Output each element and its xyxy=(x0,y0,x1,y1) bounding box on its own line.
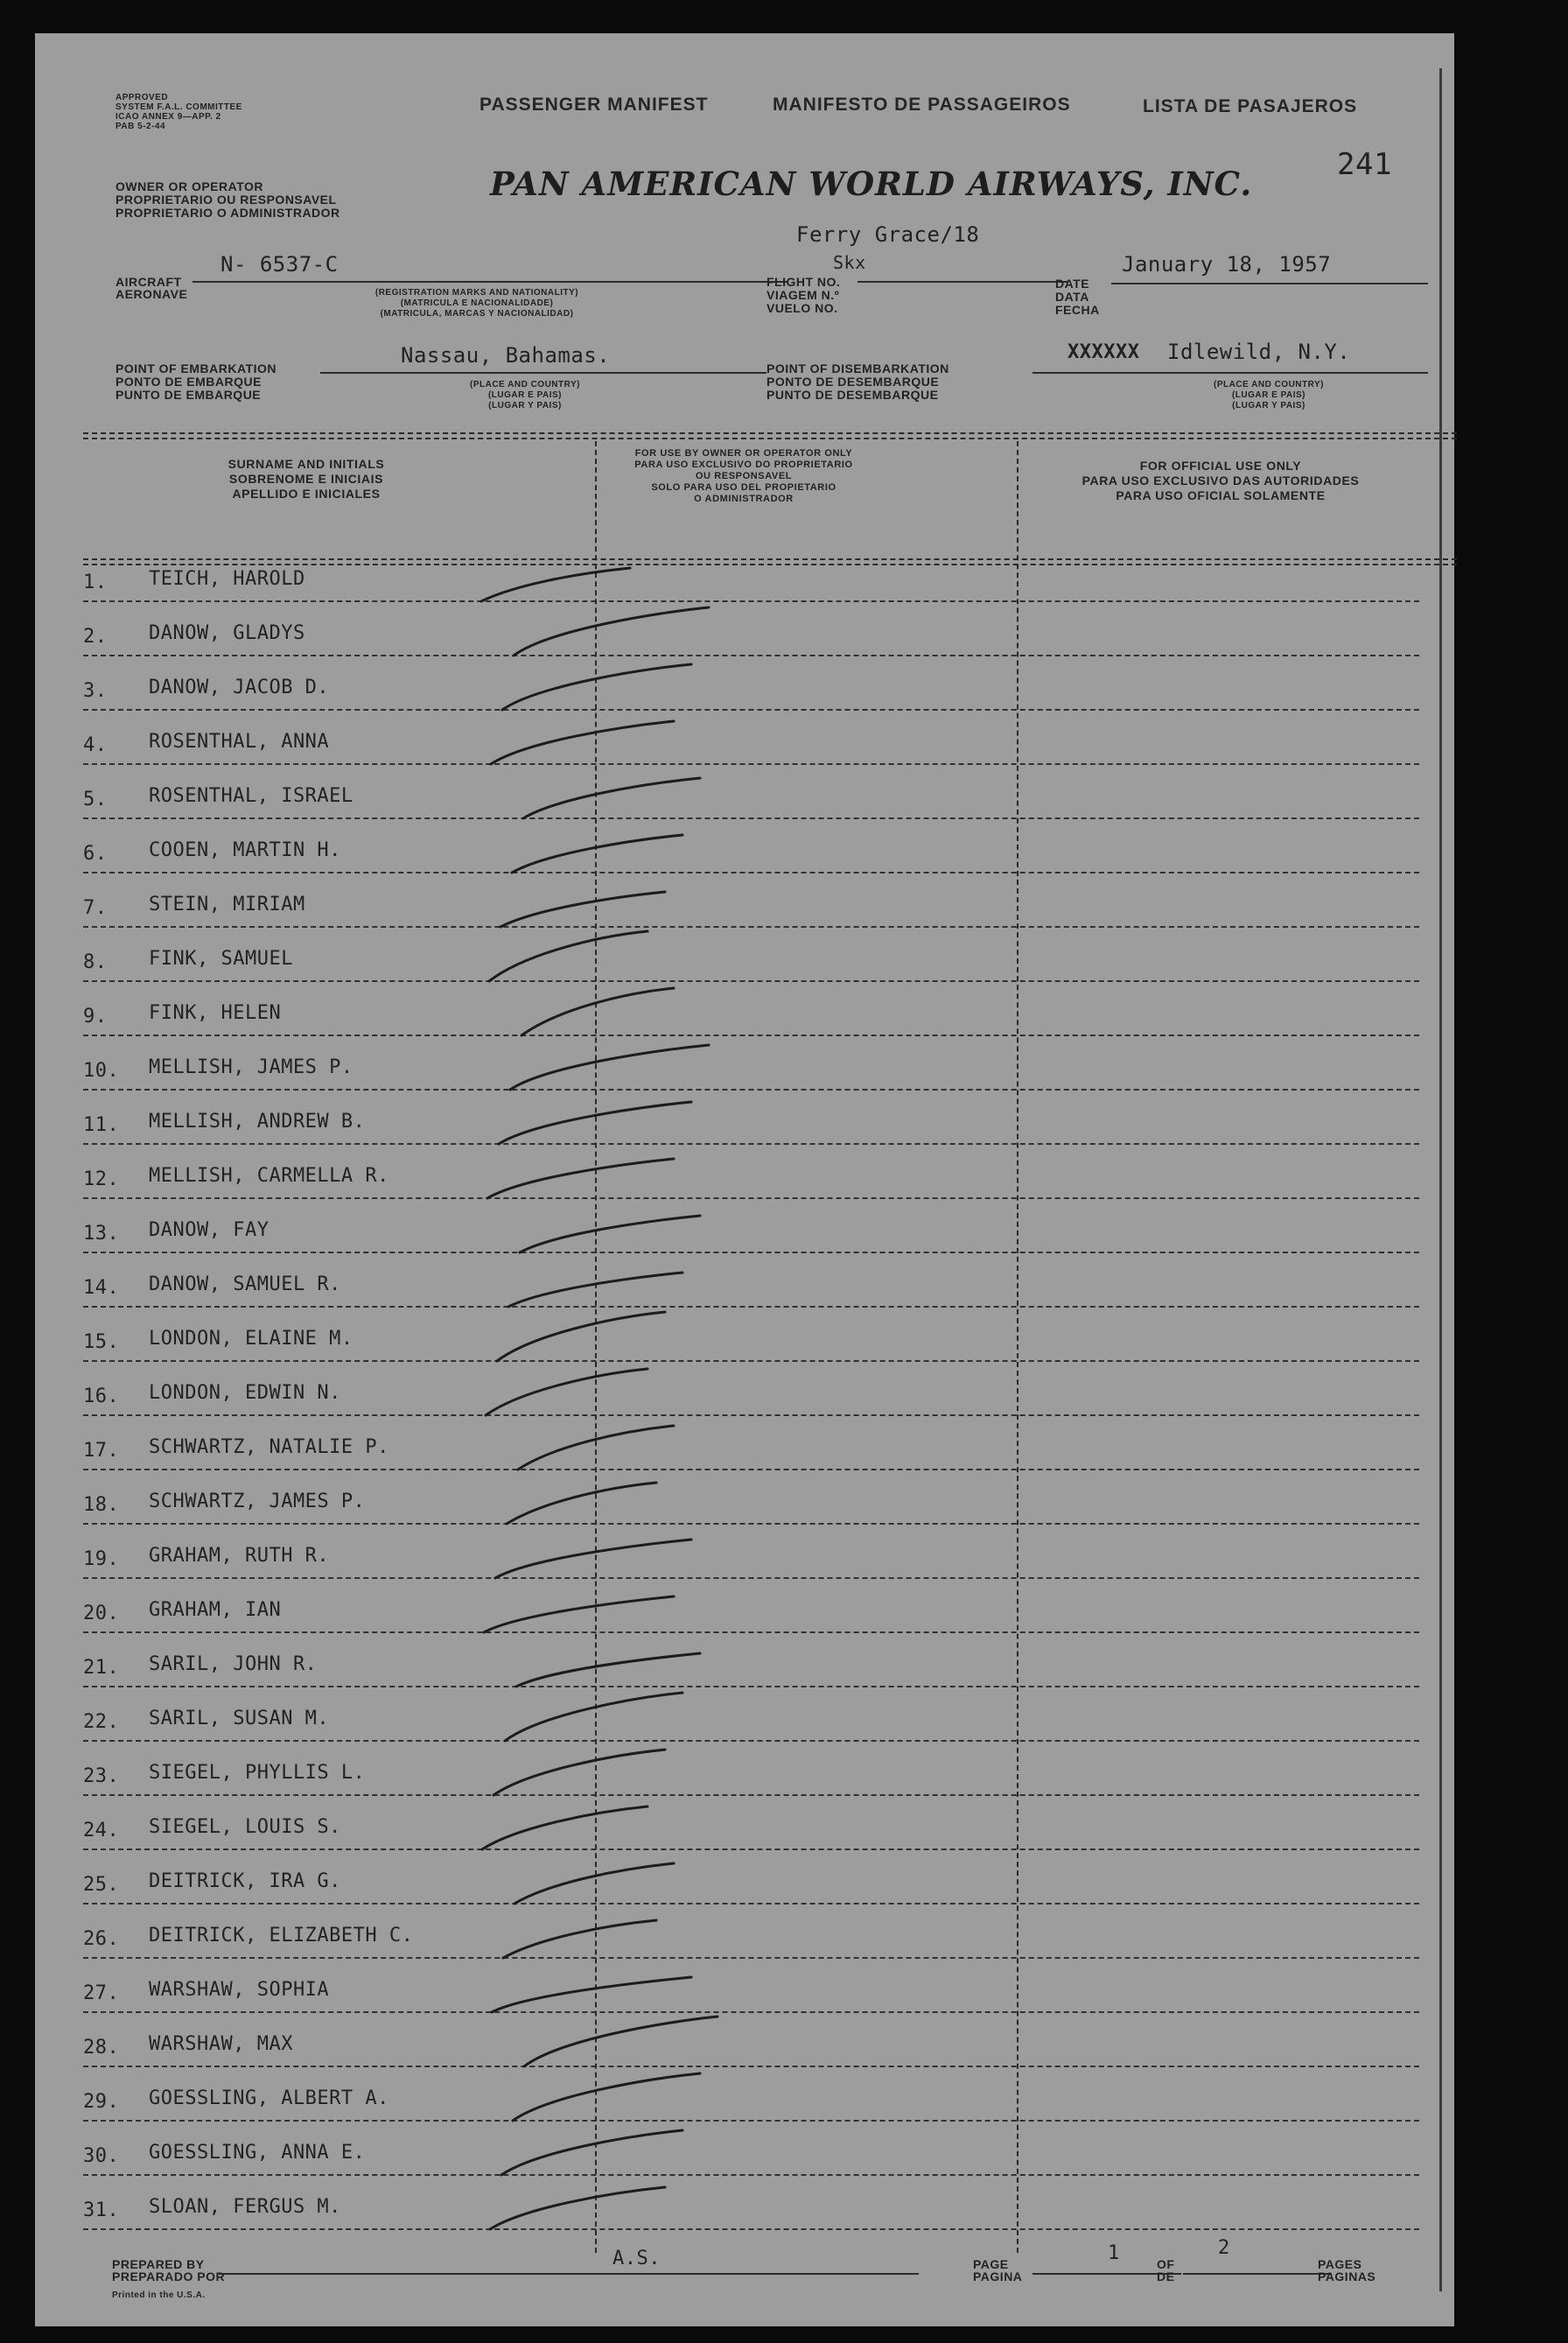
place-note-line: (PLACE AND COUNTRY) xyxy=(470,380,580,389)
embark-label-line: PONTO DE EMBARQUE xyxy=(116,375,262,389)
aircraft-label-line: AERONAVE xyxy=(116,287,188,301)
passenger-name: DEITRICK, IRA G. xyxy=(149,1870,341,1892)
passenger-name: ROSENTHAL, ANNA xyxy=(149,731,330,753)
page-value: 1 xyxy=(1108,2242,1120,2264)
passenger-number: 27. xyxy=(83,1982,120,2004)
title-portuguese: MANIFESTO DE PASSAGEIROS xyxy=(773,95,1071,115)
check-mark xyxy=(516,1653,700,1687)
passenger-name: TEICH, HAROLD xyxy=(149,568,305,590)
passenger-number: 19. xyxy=(83,1548,120,1570)
check-mark xyxy=(492,1977,691,2012)
passenger-number: 16. xyxy=(83,1385,120,1407)
disembark-label-line: PONTO DE DESEMBARQUE xyxy=(766,375,940,389)
check-mark xyxy=(512,835,682,873)
check-mark xyxy=(495,1540,691,1578)
passenger-name: SCHWARTZ, JAMES P. xyxy=(149,1491,366,1512)
check-mark-layer xyxy=(35,33,1454,2326)
passenger-number: 25. xyxy=(83,1874,120,1896)
passenger-name: COOEN, MARTIN H. xyxy=(149,839,341,861)
flight-label-line: FLIGHT NO. xyxy=(766,275,841,289)
passenger-name: SLOAN, FERGUS M. xyxy=(149,2196,341,2218)
passenger-number: 5. xyxy=(83,789,108,810)
passenger-name: SIEGEL, PHYLLIS L. xyxy=(149,1762,366,1784)
flight-value-line1: Ferry Grace/18 xyxy=(796,222,980,247)
passenger-number: 13. xyxy=(83,1223,120,1245)
disembark-label-line: POINT OF DISEMBARKATION xyxy=(766,361,949,375)
passenger-number: 9. xyxy=(83,1006,108,1028)
passenger-number: 8. xyxy=(83,951,108,973)
check-mark xyxy=(482,1806,648,1849)
passenger-name: MELLISH, JAMES P. xyxy=(149,1056,354,1078)
pages-label-line: PAGES xyxy=(1318,2257,1362,2271)
company-name: PAN AMERICAN WORLD AIRWAYS, INC. xyxy=(490,165,1253,203)
check-mark xyxy=(484,1596,674,1632)
passenger-number: 24. xyxy=(83,1820,120,1841)
column-header-line: FOR USE BY OWNER OR OPERATOR ONLY xyxy=(634,448,853,459)
passenger-name: SARIL, SUSAN M. xyxy=(149,1708,330,1729)
check-mark xyxy=(513,2073,700,2121)
aircraft-registration: N- 6537-C xyxy=(220,252,339,277)
passenger-name: MELLISH, ANDREW B. xyxy=(149,1111,366,1133)
page-label xyxy=(973,2258,1022,2283)
flight-label-line: VIAGEM N.º xyxy=(766,288,840,302)
passenger-number: 10. xyxy=(83,1060,120,1082)
title-english: PASSENGER MANIFEST xyxy=(480,95,709,115)
page-label-line: PAGINA xyxy=(973,2269,1023,2283)
check-mark xyxy=(481,568,630,601)
print-note: Printed in the U.S.A. xyxy=(112,2290,206,2300)
approval-line: ICAO ANNEX 9—APP. 2 xyxy=(116,112,221,122)
passenger-name: STEIN, MIRIAM xyxy=(149,894,305,915)
embark-label-line: PUNTO DE EMBARQUE xyxy=(116,388,262,402)
aircraft-label-line: AIRCRAFT xyxy=(116,275,182,289)
check-mark xyxy=(523,778,700,818)
passenger-name: FINK, HELEN xyxy=(149,1002,282,1024)
registration-note-line: (MATRICULA, MARCAS Y NACIONALIDAD) xyxy=(380,309,574,319)
date-label-line: DATA xyxy=(1055,290,1089,304)
passenger-name: DEITRICK, ELIZABETH C. xyxy=(149,1925,414,1947)
disembark-label-line: PUNTO DE DESEMBARQUE xyxy=(766,388,939,402)
passenger-name: LONDON, ELAINE M. xyxy=(149,1328,354,1350)
passenger-name: DANOW, SAMUEL R. xyxy=(149,1273,341,1295)
disembark-value: Idlewild, N.Y. xyxy=(1167,340,1351,364)
column-header-line: SOBRENOME E INICIAIS xyxy=(228,472,384,486)
check-mark xyxy=(497,1312,665,1361)
passenger-name: WARSHAW, MAX xyxy=(149,2033,293,2055)
owner-label: PROPRIETARIO O ADMINISTRADOR xyxy=(116,206,340,220)
check-mark xyxy=(518,1426,674,1470)
flight-value-line2: Skx xyxy=(833,252,866,273)
passenger-number: 23. xyxy=(83,1765,120,1787)
of-label-line: DE xyxy=(1157,2269,1175,2283)
place-note-line: (LUGAR E PAIS) xyxy=(1231,390,1306,400)
passenger-number: 2. xyxy=(83,626,108,648)
column-header-line: SOLO PARA USO DEL PROPIETARIO xyxy=(651,482,836,493)
passenger-name: GRAHAM, IAN xyxy=(149,1599,282,1621)
date-label-line: FECHA xyxy=(1055,303,1100,317)
check-mark xyxy=(510,1045,709,1090)
column-header-line: FOR OFFICIAL USE ONLY xyxy=(1139,459,1302,473)
passenger-number: 21. xyxy=(83,1657,120,1679)
owner-label: OWNER OR OPERATOR xyxy=(116,179,263,193)
check-mark xyxy=(489,931,648,981)
passenger-number: 17. xyxy=(83,1440,120,1462)
passenger-number: 4. xyxy=(83,734,108,756)
passenger-number: 31. xyxy=(83,2199,120,2221)
passenger-name: DANOW, JACOB D. xyxy=(149,677,330,698)
passenger-number: 11. xyxy=(83,1114,120,1136)
page-label-line: PAGE xyxy=(973,2257,1009,2271)
of-value: 2 xyxy=(1218,2237,1230,2259)
passenger-number: 20. xyxy=(83,1603,120,1624)
column-header-line: SURNAME AND INITIALS xyxy=(228,457,385,471)
place-note-line: (LUGAR Y PAIS) xyxy=(488,401,562,410)
passenger-number: 7. xyxy=(83,897,108,919)
check-mark xyxy=(505,1693,682,1741)
check-mark xyxy=(486,1369,648,1415)
passenger-name: ROSENTHAL, ISRAEL xyxy=(149,785,354,807)
check-mark xyxy=(494,1750,665,1795)
check-mark xyxy=(487,1159,674,1198)
check-mark xyxy=(491,721,674,764)
of-label xyxy=(1157,2258,1174,2283)
check-mark xyxy=(507,1483,656,1524)
prepared-by-label xyxy=(112,2258,225,2283)
approval-line: SYSTEM F.A.L. COMMITTEE xyxy=(116,102,242,112)
of-label-line: OF xyxy=(1157,2257,1175,2271)
passenger-number: 3. xyxy=(83,680,108,702)
check-mark xyxy=(499,1102,691,1144)
approval-line: APPROVED xyxy=(116,93,169,102)
owner-label: PROPRIETARIO OU RESPONSAVEL xyxy=(116,193,337,207)
passenger-name: DANOW, FAY xyxy=(149,1219,270,1241)
check-mark xyxy=(514,607,709,656)
check-mark xyxy=(524,2017,718,2066)
passenger-name: GOESSLING, ALBERT A. xyxy=(149,2087,389,2109)
pages-label xyxy=(1318,2258,1376,2283)
column-header-line: PARA USO OFICIAL SOLAMENTE xyxy=(1116,488,1326,502)
passenger-name: SCHWARTZ, NATALIE P. xyxy=(149,1436,389,1458)
passenger-number: 14. xyxy=(83,1277,120,1299)
embark-label-line: POINT OF EMBARKATION xyxy=(116,361,276,375)
check-mark xyxy=(501,2130,682,2175)
prepared-label-line: PREPARED BY xyxy=(112,2257,205,2271)
place-note-line: (LUGAR Y PAIS) xyxy=(1232,401,1306,410)
check-mark xyxy=(490,2187,665,2229)
place-note-line: (LUGAR E PAIS) xyxy=(487,390,563,400)
passenger-number: 6. xyxy=(83,843,108,865)
registration-note-line: (REGISTRATION MARKS AND NATIONALITY) xyxy=(374,288,579,298)
column-header-line: O ADMINISTRADOR xyxy=(694,494,794,504)
column-header-line: PARA USO EXCLUSIVO DO PROPRIETARIO xyxy=(634,459,853,470)
passenger-name: GOESSLING, ANNA E. xyxy=(149,2142,366,2164)
prepared-label-line: PREPARADO POR xyxy=(112,2269,226,2283)
passenger-number: 1. xyxy=(83,572,108,593)
passenger-name: FINK, SAMUEL xyxy=(149,948,293,970)
passenger-number: 12. xyxy=(83,1168,120,1190)
check-mark xyxy=(522,988,674,1035)
passenger-name: WARSHAW, SOPHIA xyxy=(149,1979,330,2001)
prepared-by-value: A.S. xyxy=(612,2248,661,2269)
date-label-line: DATE xyxy=(1055,277,1090,291)
manifest-page xyxy=(35,33,1454,2326)
approval-line: PAB 5-2-44 xyxy=(116,122,166,131)
place-note-line: (PLACE AND COUNTRY) xyxy=(1214,380,1324,389)
passenger-name: DANOW, GLADYS xyxy=(149,622,305,644)
embark-value: Nassau, Bahamas. xyxy=(401,343,611,368)
passenger-number: 26. xyxy=(83,1928,120,1950)
column-header-line: PARA USO EXCLUSIVO DAS AUTORIDADES xyxy=(1082,474,1360,488)
check-mark xyxy=(508,1273,682,1307)
passenger-number: 29. xyxy=(83,2091,120,2113)
pages-label-line: PAGINAS xyxy=(1318,2269,1376,2283)
passenger-number: 22. xyxy=(83,1711,120,1733)
passenger-number: 15. xyxy=(83,1331,120,1353)
passenger-number: 28. xyxy=(83,2037,120,2059)
passenger-number: 18. xyxy=(83,1494,120,1516)
prepared-by-underline xyxy=(219,2273,919,2275)
disembark-struck-text: XXXXXX xyxy=(1068,341,1140,363)
passenger-name: MELLISH, CARMELLA R. xyxy=(149,1165,389,1187)
column-header-line: APELLIDO E INICIALES xyxy=(232,487,381,501)
check-mark xyxy=(503,1920,656,1958)
flight-label-line: VUELO NO. xyxy=(766,301,838,315)
passenger-name: GRAHAM, RUTH R. xyxy=(149,1545,330,1567)
date-value: January 18, 1957 xyxy=(1122,252,1332,277)
passenger-name: SIEGEL, LOUIS S. xyxy=(149,1816,341,1838)
check-mark xyxy=(514,1863,674,1904)
registration-note-line: (MATRICULA E NACIONALIDADE) xyxy=(400,298,554,308)
passenger-name: SARIL, JOHN R. xyxy=(149,1653,318,1675)
passenger-name: LONDON, EDWIN N. xyxy=(149,1382,341,1404)
column-header-line: OU RESPONSAVEL xyxy=(695,471,793,481)
check-mark xyxy=(500,892,665,927)
page-stamp-number: 241 xyxy=(1337,147,1392,182)
title-spanish: LISTA DE PASAJEROS xyxy=(1143,96,1358,116)
passenger-number: 30. xyxy=(83,2145,120,2167)
check-mark xyxy=(502,664,691,710)
check-mark xyxy=(520,1216,700,1252)
right-margin-rule xyxy=(1439,68,1442,2291)
of-underline xyxy=(1183,2273,1332,2275)
